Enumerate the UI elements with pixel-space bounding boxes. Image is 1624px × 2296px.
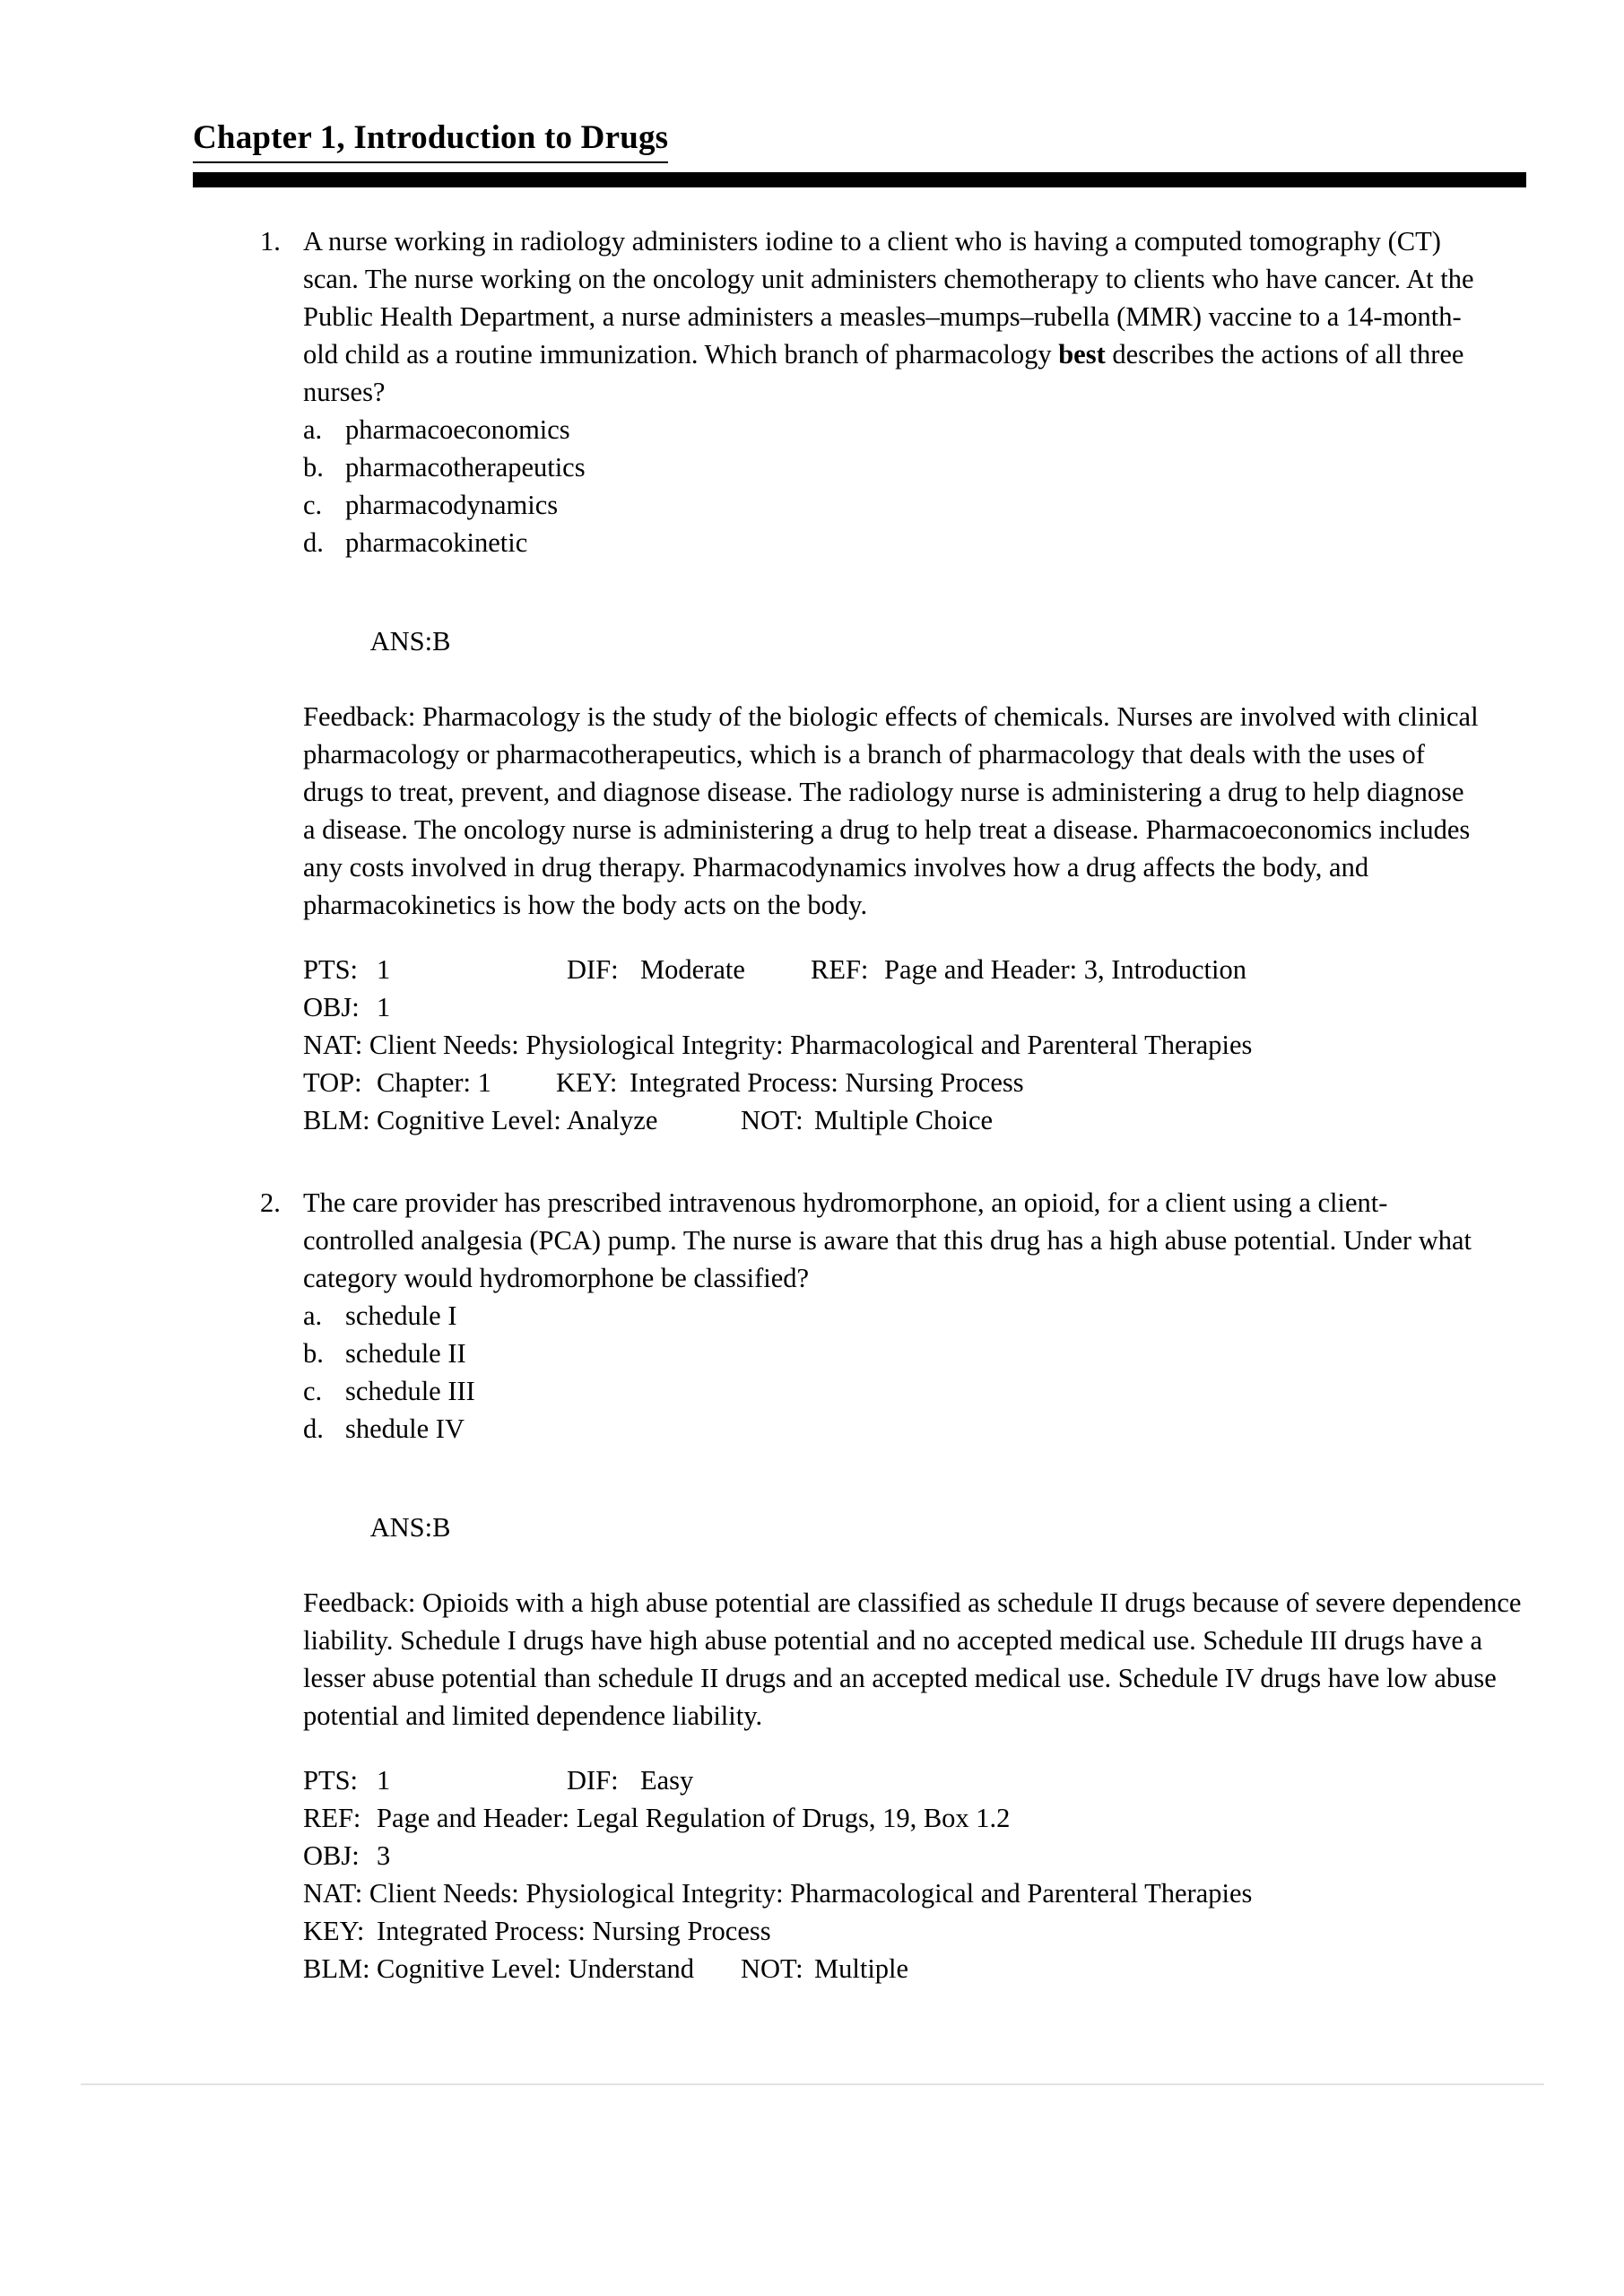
obj-label: OBJ: <box>303 1840 360 1871</box>
answer-options <box>0 1297 1624 1448</box>
answer-block <box>303 561 1482 924</box>
question-stem-emphasis: best <box>1058 339 1106 370</box>
option-letter: a. <box>303 414 323 445</box>
option-letter: b. <box>303 1338 324 1369</box>
option-letter: a. <box>303 1300 323 1331</box>
option-c[interactable] <box>0 1372 1624 1410</box>
option-letter: c. <box>303 490 323 520</box>
metadata-line-key <box>303 1912 1523 1950</box>
question-item <box>0 1184 1624 1987</box>
ref-value: Page and Header: Legal Regulation of Drugs, 19, Box 1.2 <box>377 1803 1011 1833</box>
option-d[interactable] <box>0 524 1624 561</box>
metadata-line-nat: NAT: Client Needs: Physiological Integrity: Pharmacological and Parenteral Therapies <box>303 1878 1253 1909</box>
not-label: NOT: <box>741 1105 803 1135</box>
blm-value: Cognitive Level: Analyze <box>377 1105 658 1135</box>
ref-value: Page and Header: 3, Introduction <box>884 954 1246 985</box>
answer-label: ANS: <box>369 626 433 657</box>
option-letter: c. <box>303 1376 323 1406</box>
obj-value: 1 <box>377 992 391 1022</box>
metadata-block <box>303 1735 1523 1987</box>
metadata-line-obj <box>303 988 1523 1026</box>
dif-label: DIF: <box>567 954 619 985</box>
ref-label: REF: <box>811 954 869 985</box>
header-rule-bar <box>193 172 1526 187</box>
answer-label: ANS: <box>369 1512 433 1543</box>
option-text: schedule I <box>345 1300 457 1331</box>
metadata-line-pts <box>303 951 1523 988</box>
option-text: pharmacoeconomics <box>345 414 570 445</box>
not-value: Multiple <box>814 1953 909 1984</box>
top-label: TOP: <box>303 1067 362 1098</box>
top-value: Chapter: 1 <box>377 1067 491 1098</box>
key-value: Integrated Process: Nursing Process <box>377 1916 771 1946</box>
option-letter: d. <box>303 1413 324 1444</box>
question-item <box>0 222 1624 1139</box>
question-stem-row <box>0 1184 1624 1297</box>
question-stem-part1: A nurse working in radiology administers iodine to a client who is having a computed tomography (CT) scan. The nurse working on the oncology unit administers chemotherapy to clients who have cancer. At the Public Health Department, a nurse administers a measles–mumps–rubella (MMR) vaccine to a 14-month-old child as a routine immunization. Which branch of pharmacology <box>303 226 1474 370</box>
blm-value: Cognitive Level: Understand <box>377 1953 695 1984</box>
pts-label: PTS: <box>303 1765 359 1796</box>
answer-value: B <box>432 626 451 657</box>
option-text: schedule III <box>345 1376 475 1406</box>
question-number: 2. <box>260 1187 281 1218</box>
obj-value: 3 <box>377 1840 391 1871</box>
option-text: pharmacodynamics <box>345 490 559 520</box>
metadata-line-obj <box>303 1837 1523 1874</box>
obj-label: OBJ: <box>303 992 360 1022</box>
answer-line <box>303 585 1482 698</box>
feedback-text: Feedback: Opioids with a high abuse potential are classified as schedule II drugs because of severe dependence liability. Schedule I drugs have high abuse potential and no accepted medical use. Schedule III drugs have a lesser abuse potential than schedule II drugs and an accepted medical use. Schedule IV drugs have low abuse potential and limited dependence liability. <box>303 1587 1522 1731</box>
option-a[interactable] <box>0 1297 1624 1335</box>
option-b[interactable] <box>0 1335 1624 1372</box>
metadata-line-blm <box>303 1101 1523 1139</box>
option-text: shedule IV <box>345 1413 465 1444</box>
option-c[interactable] <box>0 486 1624 524</box>
metadata-line-nat: NAT: Client Needs: Physiological Integrity: Pharmacological and Parenteral Therapies <box>303 1030 1253 1060</box>
option-text: pharmacokinetic <box>345 527 528 558</box>
metadata-block <box>303 924 1523 1139</box>
ref-label: REF: <box>303 1803 361 1833</box>
metadata-line-blm <box>303 1950 1523 1987</box>
key-label: KEY: <box>303 1916 365 1946</box>
answer-line <box>303 1471 1539 1584</box>
pts-label: PTS: <box>303 954 359 985</box>
question-stem <box>303 1184 1542 1297</box>
key-label: KEY: <box>556 1067 618 1098</box>
option-letter: b. <box>303 452 324 483</box>
not-value: Multiple Choice <box>814 1105 994 1135</box>
page-header <box>193 118 1529 163</box>
blm-label: BLM: <box>303 1953 370 1984</box>
answer-block <box>303 1448 1539 1735</box>
dif-label: DIF: <box>567 1765 619 1796</box>
question-stem <box>303 222 1542 411</box>
option-text: schedule II <box>345 1338 466 1369</box>
not-label: NOT: <box>741 1953 803 1984</box>
option-text: pharmacotherapeutics <box>345 452 586 483</box>
dif-value: Moderate <box>640 954 745 985</box>
answer-options <box>0 411 1624 561</box>
metadata-line-top <box>303 1064 1523 1101</box>
metadata-line-pts <box>303 1761 1523 1799</box>
key-value: Integrated Process: Nursing Process <box>630 1067 1024 1098</box>
pts-value: 1 <box>377 954 391 985</box>
question-stem-part1: The care provider has prescribed intravenous hydromorphone, an opioid, for a client using a client-controlled analgesia (PCA) pump. The nurse is aware that this drug has a high abuse potential. Under what category would hydromorphone be classified? <box>303 1187 1472 1293</box>
metadata-line-ref <box>303 1799 1523 1837</box>
question-stem-row <box>0 222 1624 411</box>
blm-label: BLM: <box>303 1105 370 1135</box>
option-letter: d. <box>303 527 324 558</box>
question-number: 1. <box>260 226 281 257</box>
feedback-text: Feedback: Pharmacology is the study of the biologic effects of chemicals. Nurses are involved with clinical pharmacology or pharmacotherapeutics, which is a branch of pharmacology that deals with the uses of drugs to treat, prevent, and diagnose disease. The radiology nurse is administering a drug to help diagnose a disease. The oncology nurse is administering a drug to help treat a disease. Pharmacoeconomics includes any costs involved in drug therapy. Pharmacodynamics involves how a drug affects the body, and pharmacokinetics is how the body acts on the body. <box>303 701 1479 920</box>
answer-value: B <box>432 1512 451 1543</box>
option-b[interactable] <box>0 448 1624 486</box>
option-a[interactable] <box>0 411 1624 448</box>
footer-divider <box>81 2083 1544 2085</box>
question-list <box>0 222 1624 1987</box>
dif-value: Easy <box>640 1765 694 1796</box>
question-spacer <box>0 1139 1624 1184</box>
pts-value: 1 <box>377 1765 391 1796</box>
option-d[interactable] <box>0 1410 1624 1448</box>
question-stem-part2: describes the actions of all three nurses? <box>303 339 1464 407</box>
page-title: Chapter 1, Introduction to Drugs <box>193 118 668 163</box>
